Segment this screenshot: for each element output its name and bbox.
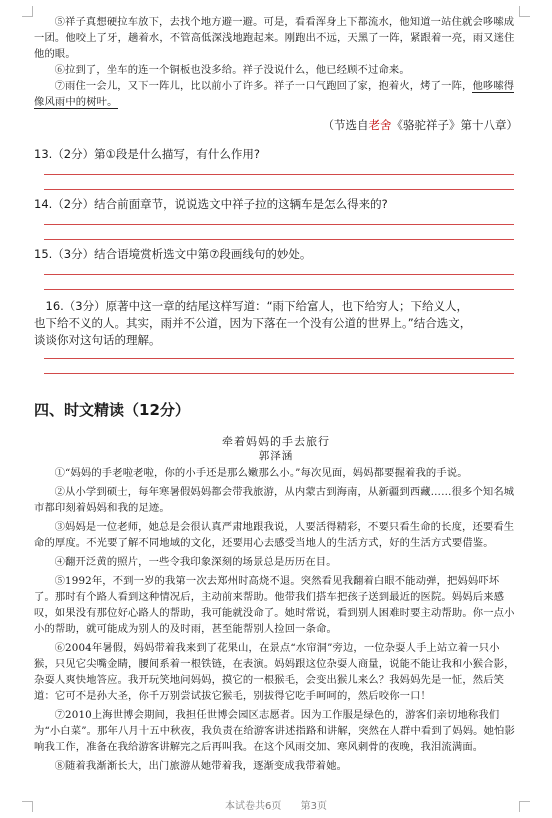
answer-line: [44, 358, 514, 359]
answer-line: [44, 189, 514, 190]
answer-line: [44, 274, 514, 275]
article-paragraph: ⑧随着我渐渐长大，出门旅游从她带着我，逐渐变成我带着她。: [54, 760, 348, 772]
question-13: 13.（2分）第①段是什么描写，有什么作用?: [34, 147, 261, 161]
question-15: 15.（3分）结合语境赏析选文中第⑦段画线句的妙处。: [34, 247, 312, 261]
article-author: 郭泽涵: [258, 450, 294, 462]
source-author: 老舍: [368, 118, 392, 132]
passage-paragraph-5: ⑤祥子真想硬拉车放下，去找个地方避一避。可是，看看浑身上下都流水，他知道一站住就会哆嗦成一团。他咬上了牙，趟着水，不管高低深浅地跑起来。刚跑出不远，天黑了一阵，紧跟着一亮，雨又迷住他的眼。: [34, 16, 515, 60]
article-paragraph: ①“妈妈的手老啦老啦，你的小手还是那么嫩那么小。”每次见面，妈妈都要握着我的手说。: [54, 467, 468, 479]
answer-line: [44, 224, 514, 225]
article-paragraph: ③妈妈是一位老师，她总是会很认真严肃地跟我说，人要活得精彩，不要只看生命的长度，还要看生命的厚度。不光要了解不同地域的文化，还要用心去感受当地人的生活方式，好的生活方式要借鉴。: [34, 521, 515, 549]
passage-paragraph-6: ⑥拉到了，坐车的连一个铜板也没多给。祥子没说什么，他已经顾不过命来。: [54, 64, 410, 76]
source-prefix: （节选自: [322, 118, 369, 132]
passage-paragraph-7: [34, 78, 518, 110]
crop-mark-top-right: [519, 6, 530, 17]
article-paragraph: ⑦2010上海世博会期间，我担任世博会园区志愿者。因为工作服是绿色的，游客们亲切地称我们为“小白菜”。那年八月十五中秋夜，我负责在给游客讲述指路和讲解，突然在人群中看到了妈妈。她怕影响我工作，准备在我给游客讲解完之后再叫我。在这个风雨交加、寒风刺骨的夜晚，我泪流满面。: [34, 709, 515, 753]
question-14: 14.（2分）结合前面章节，说说选文中祥子拉的这辆车是怎么得来的?: [34, 197, 388, 211]
article-paragraph: ②从小学到硕士，每年寒暑假妈妈都会带我旅游，从内蒙古到海南，从新疆到西藏……很多个知名城市都印刻着妈妈和我的足迹。: [34, 486, 515, 514]
answer-line: [44, 239, 514, 240]
question-16-line-2: 也下给不义的人。其实，雨并不公道，因为下落在一个没有公道的世界上。”结合选文，: [34, 316, 472, 330]
article-title: 牵着妈妈的手去旅行: [222, 435, 330, 448]
underlined-sentence: 他哆嗦得像风雨中的树叶。: [34, 80, 515, 108]
footer-page-number: 第3页: [300, 801, 327, 812]
page-content: [34, 14, 518, 774]
answer-line: [44, 289, 514, 290]
passage-source: [34, 116, 518, 134]
source-suffix: 《骆驼祥子》第十八章）: [391, 118, 518, 132]
article-paragraph: ⑥2004年暑假，妈妈带着我来到了花果山，在景点“水帘洞”旁边，一位杂耍人手上站立着一只小猴，只见它尖嘴金睛，腰间系着一根铁链，在表演。妈妈跟这位杂耍人商量，说能不能让我和小猴合影，杂耍人爽快地答应。我开玩笑地问妈妈，摸它的一根猴毛，会变出猴儿来么？我妈妈先是一怔，然后笑道：它可不是孙大圣，你千万别尝试拔它猴毛，别拔得它吃手呵呵的，然后咬你一口！: [34, 642, 515, 702]
page-footer: [0, 797, 552, 812]
paragraph-7-lead: ⑦雨住一会儿，又下一阵儿，比以前小了许多。祥子一口气跑回了家，抱着火，烤了一阵，: [54, 80, 473, 92]
question-16-line-3: 谈谈你对这句话的理解。: [34, 333, 161, 347]
footer-total-pages: 本试卷共6页: [225, 801, 282, 812]
section-heading: 四、时文精读（12分）: [34, 401, 190, 419]
article-paragraph: ⑤1992年，不到一岁的我第一次去郑州时高烧不退。突然看见我翻着白眼不能动弹，把妈妈吓坏了。那时有个路人看到这种情况后，主动前来帮助。他带我们搭车把孩子送到最近的医院。妈妈后来感叹，如果没有那位好心路人的帮助，我可能就没命了。她时常说，看到别人困难时要主动帮助。你一点小小的帮助，就可能成为别人的及时雨，甚至能帮别人捡回一条命。: [34, 575, 515, 635]
answer-line: [44, 174, 514, 175]
article-paragraph: ④翻开泛黄的照片，一些令我印象深刻的场景总是历历在目。: [54, 556, 337, 568]
crop-mark-top-left: [22, 6, 33, 17]
answer-line: [44, 373, 514, 374]
question-16-line-1: 16.（3分）原著中这一章的结尾这样写道：“雨下给富人，也下给穷人；下给义人，: [45, 299, 469, 313]
